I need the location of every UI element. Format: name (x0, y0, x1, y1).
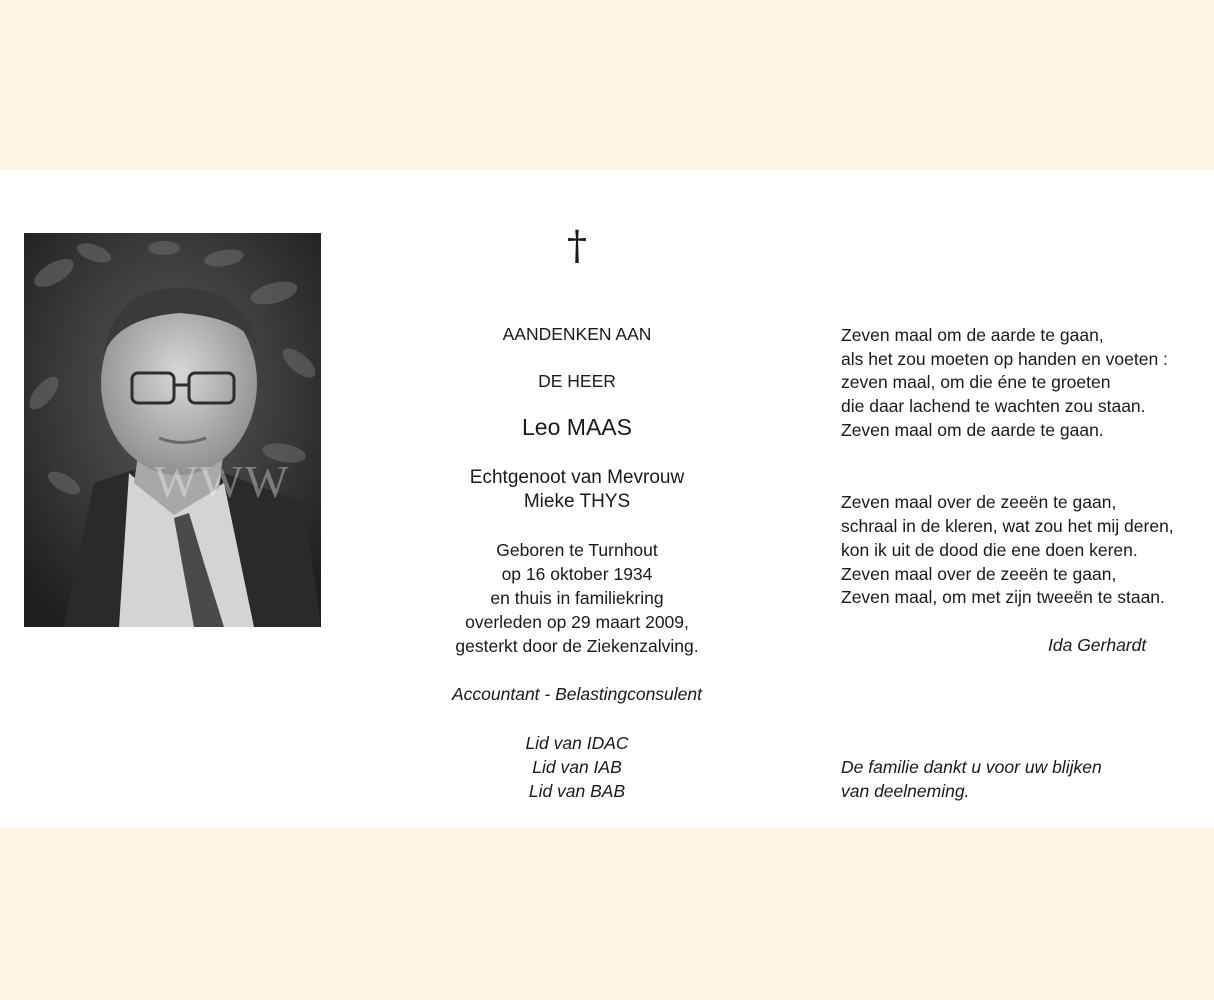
poem-line: Zeven maal over de zeeën te gaan, (841, 492, 1117, 512)
membership-item: Lid van IAB (532, 757, 622, 777)
poem-line: die daar lachend te wachten zou staan. (841, 396, 1146, 416)
memorial-card (0, 170, 1214, 828)
poem-line: Zeven maal over de zeeën te gaan, (841, 564, 1117, 584)
title-line: DE HEER (538, 371, 616, 391)
poem-line: kon ik uit de dood die ene doen keren. (841, 540, 1138, 560)
born-line-1: Geboren te Turnhout (496, 540, 658, 560)
portrait-photo (24, 233, 321, 627)
spouse-line-2: Mieke THYS (523, 491, 631, 512)
profession: Accountant - Belastingconsulent (451, 684, 703, 704)
membership-item: Lid van BAB (528, 781, 626, 801)
poem-line: als het zou moeten op handen en voeten : (841, 349, 1168, 369)
poem-line: schraal in de kleren, wat zou het mij deren, (841, 516, 1174, 536)
in-memory-heading: AANDENKEN AAN (502, 324, 652, 344)
thanks-line-1: De familie dankt u voor uw blijken (841, 757, 1102, 777)
poem-line: Zeven maal om de aarde te gaan. (841, 420, 1104, 440)
poem-line: zeven maal, om die éne te groeten (841, 372, 1111, 392)
poem-line: Zeven maal, om met zijn tweeën te staan. (841, 587, 1165, 607)
born-line-2: op 16 oktober 1934 (501, 564, 653, 584)
poem-author: Ida Gerhardt (1048, 635, 1147, 655)
portrait-image (24, 233, 321, 627)
died-line-2: overleden op 29 maart 2009, (465, 612, 689, 632)
watermark-text: WWW (154, 456, 291, 507)
died-line-1: en thuis in familiekring (490, 588, 664, 608)
spouse-line-1: Echtgenoot van Mevrouw (469, 467, 685, 488)
membership-item: Lid van IDAC (525, 733, 629, 753)
deceased-name: Leo MAAS (522, 414, 632, 440)
thanks-line-2: van deelneming. (841, 781, 970, 801)
died-line-3: gesterkt door de Ziekenzalving. (455, 636, 699, 656)
poem-line: Zeven maal om de aarde te gaan, (841, 325, 1104, 345)
cross-icon: † (567, 223, 587, 269)
